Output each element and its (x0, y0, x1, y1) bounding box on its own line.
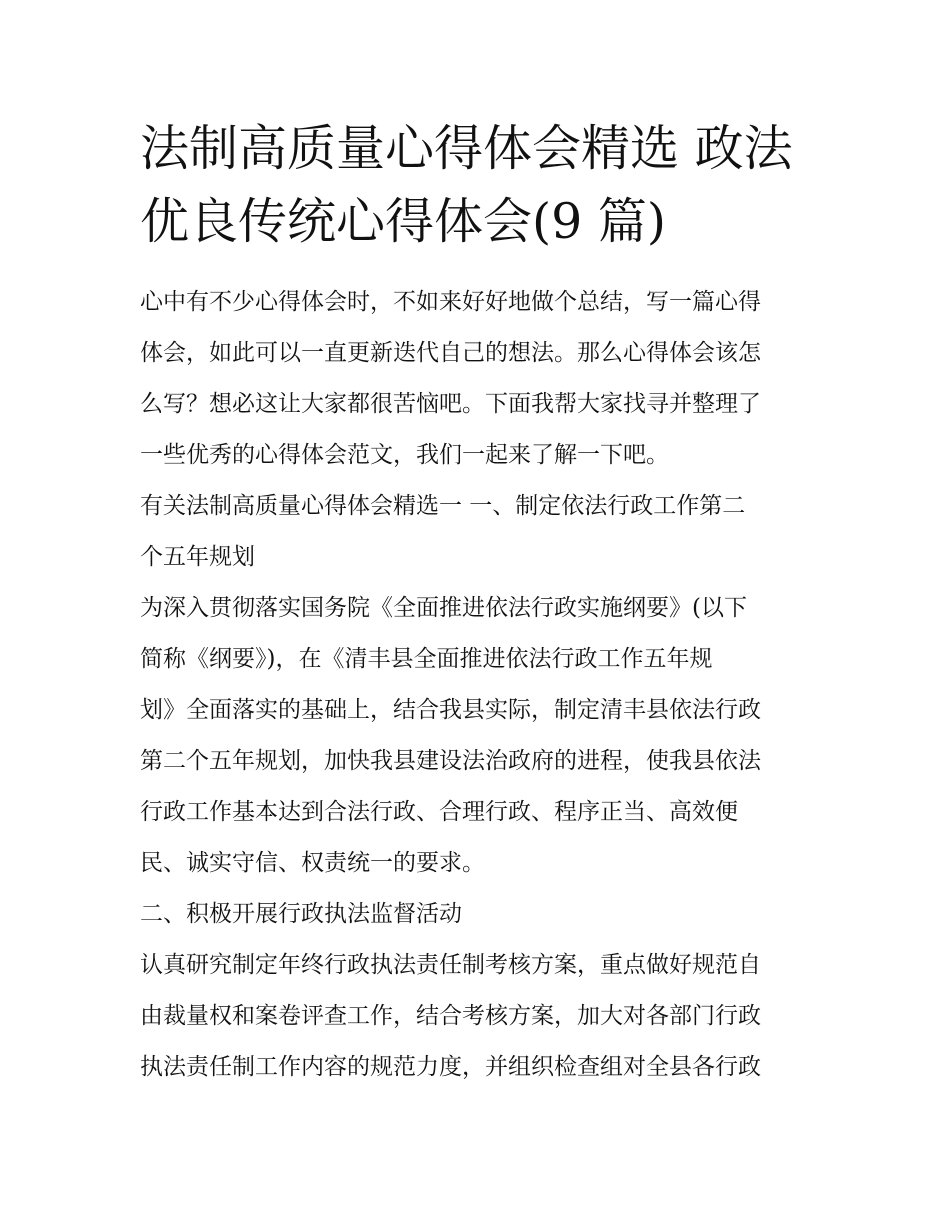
body-line: 体会，如此可以一直更新迭代自己的想法。那么心得体会该怎 (140, 340, 761, 366)
section-heading-line: 个五年规划 (140, 544, 255, 570)
body-line: 心中有不少心得体会时，不如来好好地做个总结，写一篇心得 (140, 289, 761, 315)
title-line-1: 法制高质量心得体会精选 政法 (140, 120, 793, 177)
body-line: 第二个五年规划，加快我县建设法治政府的进程，使我县依法 (140, 748, 761, 774)
body-line: 行政工作基本达到合法行政、合理行政、程序正当、高效便 (140, 799, 738, 825)
body-line: 为深入贯彻落实国务院《全面推进依法行政实施纲要》(以下 (140, 595, 747, 621)
body-line: 简称《纲要》)，在《清丰县全面推进依法行政工作五年规 (140, 646, 713, 672)
body-line: 民、诚实守信、权责统一的要求。 (140, 850, 485, 876)
section-heading-line: 二、积极开展行政执法监督活动 (140, 901, 462, 927)
body-line: 么写？想必这让大家都很苦恼吧。下面我帮大家找寻并整理了 (140, 391, 761, 417)
title-line-2: 优良传统心得体会(9 篇) (140, 193, 666, 250)
document-title (140, 112, 820, 258)
document-body (140, 277, 830, 1093)
body-line: 认真研究制定年终行政执法责任制考核方案，重点做好规范自 (140, 952, 761, 978)
body-line: 划》全面落实的基础上，结合我县实际，制定清丰县依法行政 (140, 697, 761, 723)
section-heading-line: 有关法制高质量心得体会精选一 一、制定依法行政工作第二 (140, 493, 746, 519)
body-line: 一些优秀的心得体会范文，我们一起来了解一下吧。 (140, 442, 669, 468)
body-line: 执法责任制工作内容的规范力度，并组织检查组对全县各行政 (140, 1054, 761, 1080)
body-line: 由裁量权和案卷评查工作，结合考核方案，加大对各部门行政 (140, 1003, 761, 1029)
